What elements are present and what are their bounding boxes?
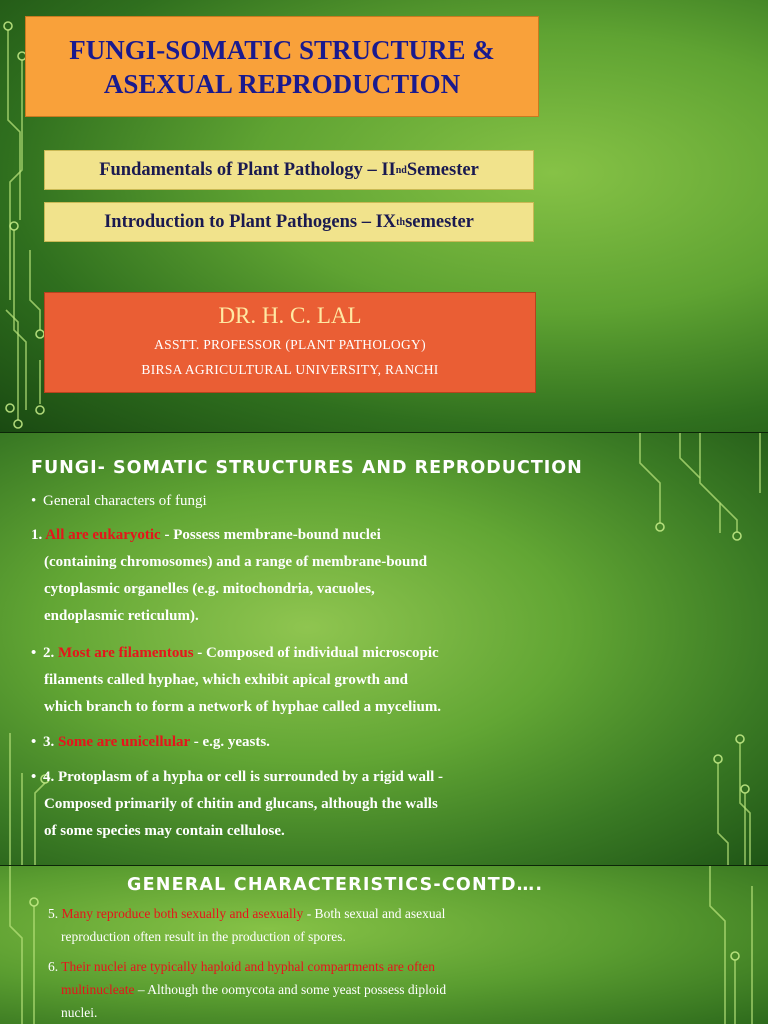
title-slide [0,0,768,432]
point-6-line3: nuclei. [61,1005,98,1020]
point-4-line2: Composed primarily of chitin and glucans, although the walls [44,796,438,812]
point-1-line3: cytoplasmic organelles (e.g. mitochondria, vacuoles, [44,581,375,597]
point-1-line2: (containing chromosomes) and a range of membrane-bound [44,554,428,570]
course-label-1 [44,150,534,190]
point-1-line4: endoplasmic reticulum). [44,608,199,624]
point-3 [31,729,270,756]
point-5-number: 5. [48,906,59,921]
point-4-line3: of some species may contain cellulose. [44,823,285,839]
course1-sup: nd [395,164,407,176]
point-5 [48,902,445,948]
point-6 [48,955,446,1024]
point-2-highlight: Most are filamentous [58,645,194,661]
point-1 [31,522,427,630]
point-3-number: 3. [43,734,55,750]
point-2-line2: filaments called hyphae, which exhibit apical growth and [44,672,408,688]
author-box [44,292,536,393]
author-name: DR. H. C. LAL [218,303,362,328]
point-2-line1: - Composed of individual microscopic [193,645,439,661]
point-2-line3: which branch to form a network of hyphae called a mycelium. [44,699,442,715]
author-title: ASSTT. PROFESSOR (PLANT PATHOLOGY) [154,337,426,352]
point-3-rest: - e.g. yeasts. [189,734,270,750]
point-6-highlight-2: multinucleate [61,982,135,997]
slide-title-line1: FUNGI-SOMATIC STRUCTURE & [69,34,495,65]
intro-line [31,488,207,515]
bullet: • [31,769,37,785]
course2-text: Introduction to Plant Pathogens – IX [104,211,397,232]
point-5-highlight: Many reproduce both sexually and asexually [61,906,304,921]
point-6-number: 6. [48,959,59,974]
course-label-2 [44,202,534,242]
point-4-line1: 4. Protoplasm of a hypha or cell is surrounded by a rigid wall - [43,769,444,785]
section-heading: GENERAL CHARACTERISTICS-CONTD…. [127,875,544,895]
point-6-highlight: Their nuclei are typically haploid and hyphal compartments are often [61,959,436,974]
point-5-line2: reproduction often result in the production of spores. [61,929,346,944]
course2-suffix: semester [405,211,474,232]
author-university: BIRSA AGRICULTURAL UNIVERSITY, RANCHI [141,362,439,377]
section-heading: FUNGI- SOMATIC STRUCTURES AND REPRODUCTION [31,458,583,478]
bullet: • [31,645,37,661]
course1-suffix: Semester [406,159,479,180]
characteristics-contd-slide [0,866,768,1024]
intro-text: General characters of fungi [43,493,207,509]
bullet: • [31,493,37,509]
course1-text: Fundamentals of Plant Pathology – II [99,159,396,180]
point-5-line1: - Both sexual and asexual [303,906,446,921]
course2-sup: th [396,216,406,228]
characters-slide [0,433,768,865]
slide-title-line2: ASEXUAL REPRODUCTION [103,68,461,99]
point-2 [31,640,441,721]
point-4 [31,764,443,845]
point-1-highlight: All are eukaryotic [45,527,161,543]
title-box [25,16,539,117]
point-3-highlight: Some are unicellular [58,734,190,750]
bullet: • [31,734,37,750]
point-1-line1: - Possess membrane-bound nuclei [160,527,381,543]
point-2-number: 2. [43,645,55,661]
point-1-number: 1. [31,527,43,543]
point-6-line2: – Although the oomycota and some yeast possess diploid [134,982,447,997]
